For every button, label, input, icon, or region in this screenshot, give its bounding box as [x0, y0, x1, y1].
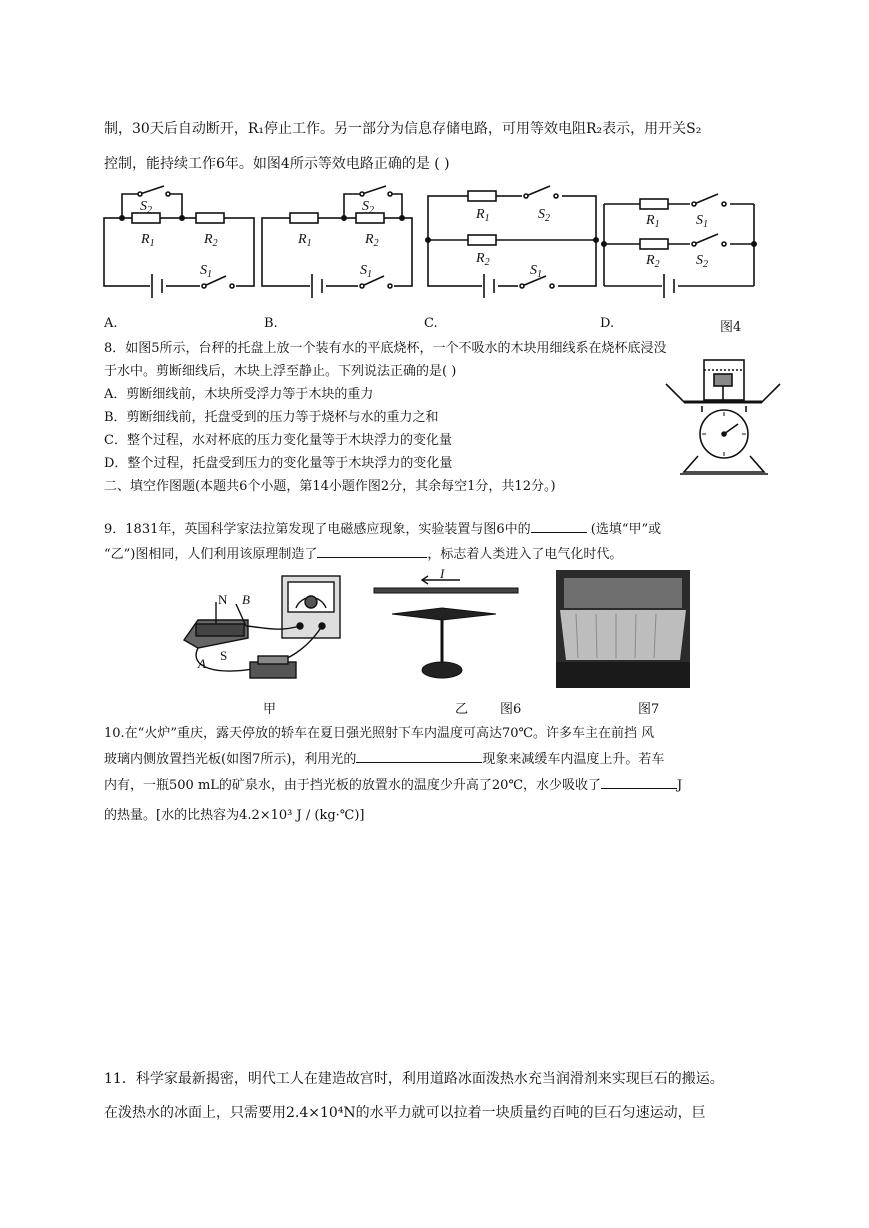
- q10-line-3: [104, 774, 682, 793]
- q9-text-1a: 9．1831年，英国科学家法拉第发现了电磁感应现象，实验装置与图6中的: [104, 522, 531, 537]
- svg-text:R1: $R_1$: [141, 232, 155, 249]
- q10-line-1: 10.在“火炉”重庆，露天停放的轿车在夏日强光照射下车内温度可高达70℃。许多车主在前挡 风: [104, 726, 655, 741]
- q11-line-2: 在泼热水的冰面上，只需要用2.4×10⁴N的水平力就可以拉着一块质量约百吨的巨石匀速运动，巨: [104, 1105, 706, 1121]
- q8-option-d: D．整个过程，托盘受到压力的变化量等于木块浮力的变化量: [104, 456, 453, 471]
- q7-line-2: 控制，能持续工作6年。如图4所示等效电路正确的是 ( ): [104, 156, 450, 172]
- svg-text:S1: $S_1$: [530, 263, 542, 280]
- svg-text:R2: $R_2$: [204, 232, 218, 249]
- q10-text-3a: 内有，一瓶500 mL的矿泉水，由于挡光板的放置水的温度少升高了20℃，水少吸收了: [104, 778, 601, 793]
- q10-line-4: 的热量。[水的比热容为4.2×10³ J / (kg·℃)]: [104, 808, 365, 823]
- q9-line-1: [104, 518, 661, 537]
- svg-text:S2: $S_2$: [362, 199, 374, 216]
- q9-blank-1[interactable]: [531, 520, 587, 533]
- circuit-a: [104, 186, 254, 298]
- svg-text:B: B: [242, 592, 250, 607]
- figure-7-photo: [556, 570, 690, 688]
- q9-text-2b: ，标志着人类进入了电气化时代。: [427, 547, 623, 562]
- q8-line-2: 于水中。剪断细线后，木块上浮至静止。下列说法正确的是( ): [104, 364, 457, 379]
- option-c-label: C.: [424, 316, 438, 331]
- figure-4-circuits: [0, 180, 869, 330]
- q8-option-a: A．剪断细线前，木块所受浮力等于木块的重力: [104, 387, 374, 402]
- svg-text:R2: $R_2$: [476, 251, 490, 268]
- q9-text-2a: “乙”)图相同，人们利用该原理制造了: [104, 547, 318, 562]
- figure-4-caption: 图4: [720, 320, 742, 335]
- q9-line-2: [104, 543, 622, 562]
- figure-6-caption: 图6: [500, 702, 522, 717]
- figure-7-caption: 图7: [638, 702, 660, 717]
- q11-line-1: 11．科学家最新揭密，明代工人在建造故宫时，利用道路冰面泼热水充当润滑剂来实现巨石的搬运。: [104, 1071, 724, 1087]
- svg-text:N: N: [218, 592, 228, 607]
- circuit-d: [602, 194, 756, 298]
- svg-text:S2: $S_2$: [140, 199, 152, 216]
- figure-6-jia: [178, 568, 348, 688]
- q9-blank-2[interactable]: [317, 545, 427, 558]
- svg-text:R1: $R_1$: [646, 213, 660, 230]
- svg-text:I: I: [440, 568, 445, 581]
- q10-line-2: [104, 748, 664, 767]
- q10-text-2a: 玻璃内侧放置挡光板(如图7所示)，利用光的: [104, 752, 357, 767]
- svg-text:S1: $S_1$: [696, 213, 708, 230]
- svg-text:S: S: [220, 648, 228, 663]
- q9-text-1b: (选填“甲”或: [590, 522, 662, 537]
- svg-text:S1: $S_1$: [200, 263, 212, 280]
- q10-blank-1[interactable]: [356, 750, 482, 763]
- q10-text-3b: J: [677, 778, 683, 793]
- svg-text:R2: $R_2$: [365, 232, 379, 249]
- option-b-label: B.: [264, 316, 278, 331]
- q8-line-1: 8．如图5所示，台秤的托盘上放一个装有水的平底烧杯，一个不吸水的木块用细线系在烧杯底浸没: [104, 341, 667, 356]
- q8-option-b: B．剪断细线前，托盘受到的压力等于烧杯与水的重力之和: [104, 410, 439, 425]
- circuit-c: [426, 186, 598, 298]
- figure-6-yi: [372, 568, 522, 688]
- q7-line-1: 制，30天后自动断开，R₁停止工作。另一部分为信息存储电路，可用等效电阻R₂表示，用开关S₂: [104, 121, 702, 137]
- svg-text:R1: $R_1$: [298, 232, 312, 249]
- q8-option-c: C．整个过程，水对杯底的压力变化量等于木块浮力的变化量: [104, 433, 452, 448]
- option-a-label: A.: [104, 316, 118, 331]
- q10-text-2b: 现象来减缓车内温度上升。若车: [482, 752, 665, 767]
- svg-text:S2: $S_2$: [538, 207, 550, 224]
- svg-text:R1: $R_1$: [476, 207, 490, 224]
- svg-text:S2: $S_2$: [696, 253, 708, 270]
- figure-6-yi-caption: 乙: [455, 702, 469, 717]
- q10-blank-2[interactable]: [601, 776, 677, 789]
- section-2-heading: 二、填空作图题(本题共6个小题，第14小题作图2分，其余每空1分，共12分。): [104, 479, 556, 494]
- svg-text:S1: $S_1$: [360, 263, 372, 280]
- figure-5-scale: [662, 356, 782, 480]
- svg-text:A: A: [198, 656, 206, 671]
- svg-text:R2: $R_2$: [646, 253, 660, 270]
- option-d-label: D.: [600, 316, 615, 331]
- circuit-b: [262, 186, 412, 298]
- figure-6-jia-caption: 甲: [263, 702, 277, 717]
